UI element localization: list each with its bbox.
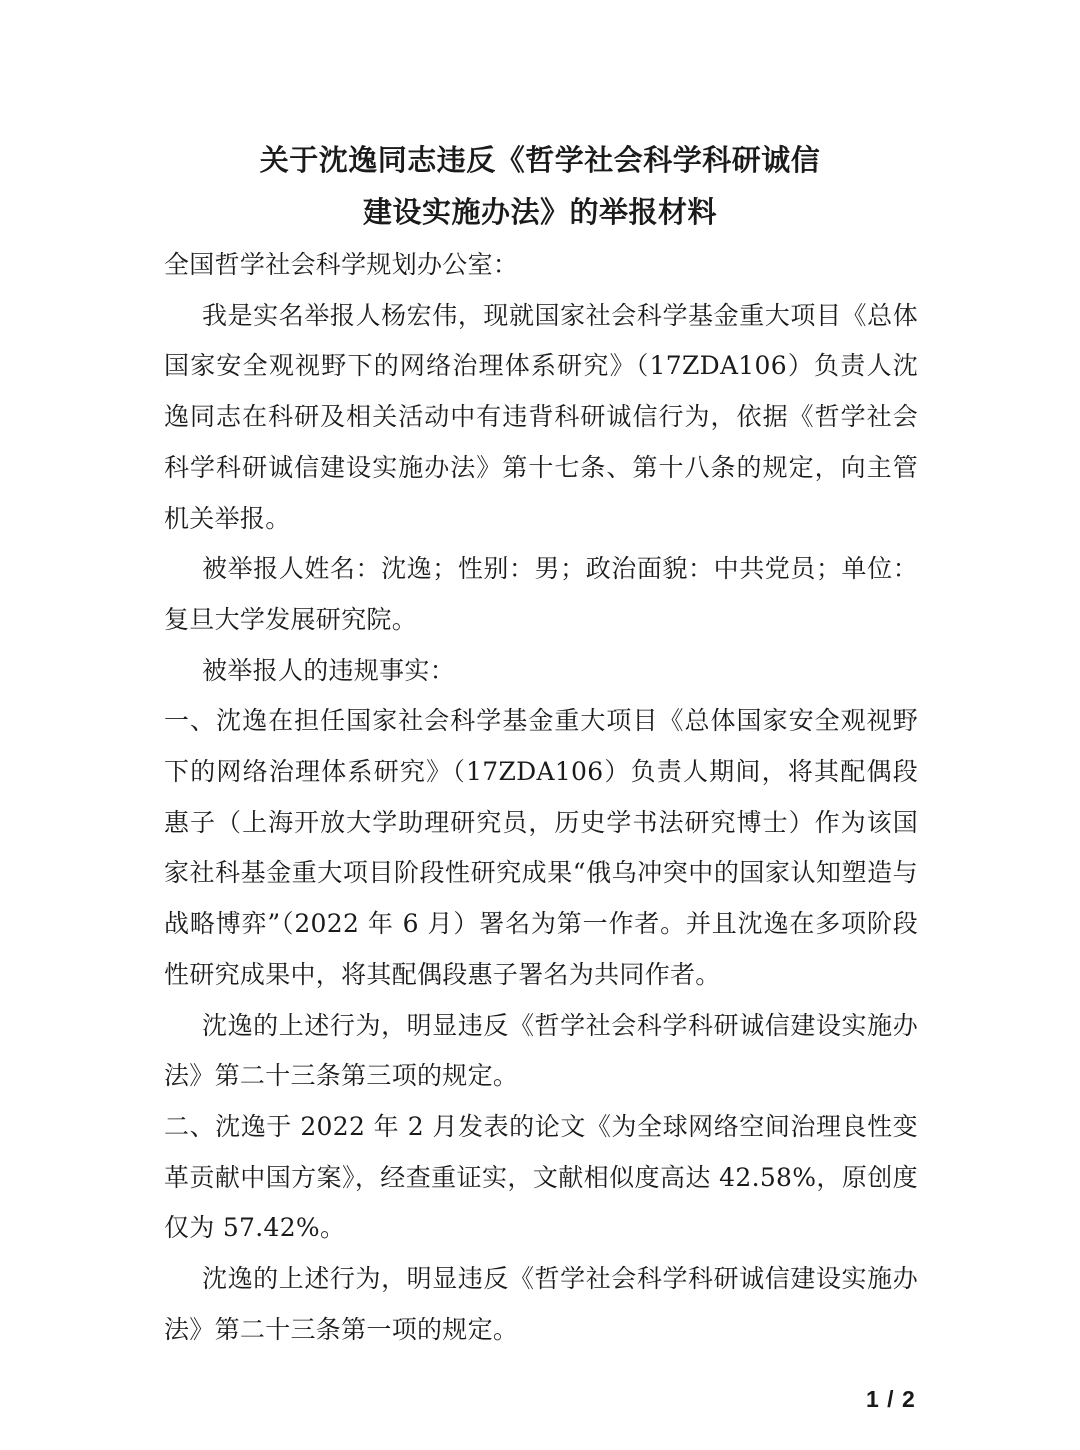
violation-two-paragraph: 二、沈逸于 2022 年 2 月发表的论文《为全球网络空间治理良性变革贡献中国方案》，经查重证实，文献相似度高达 42.58%，原创度仅为 57.42%。 (164, 1111, 918, 1243)
document-title-line-1: 关于沈逸同志违反《哲学社会科学科研诚信 (259, 143, 821, 177)
violation-one-conclusion: 沈逸的上述行为，明显违反《哲学社会科学科研诚信建设实施办法》第二十三条第三项的规定。 (164, 1010, 918, 1091)
violation-one-paragraph: 一、沈逸在担任国家社会科学基金重大项目《总体国家安全观视野下的网络治理体系研究》（17ZDA106）负责人期间，将其配偶段惠子（上海开放大学助理研究员，历史学书法研究博士）作为该国家社科基金重大项目阶段性研究成果“俄乌冲突中的国家认知塑造与战略博弈”（2022 年 6 月）署名为第一作者。并且沈逸在多项阶段性研究成果中，将其配偶段惠子署名为共同作者。 (164, 706, 918, 989)
document-body (164, 240, 918, 1355)
intro-paragraph: 我是实名举报人杨宏伟，现就国家社会科学基金重大项目《总体国家安全观视野下的网络治理体系研究》（17ZDA106）负责人沈逸同志在科研及相关活动中有违背科研诚信行为，依据《哲学社会科学科研诚信建设实施办法》第十七条、第十八条的规定，向主管机关举报。 (164, 300, 918, 533)
salutation: 全国哲学社会科学规划办公室： (164, 250, 519, 279)
violations-heading: 被举报人的违规事实： (202, 655, 456, 685)
violation-two-conclusion: 沈逸的上述行为，明显违反《哲学社会科学科研诚信建设实施办法》第二十三条第一项的规定。 (164, 1264, 918, 1344)
document-title-line-2: 建设实施办法》的举报材料 (362, 195, 717, 229)
respondent-info-paragraph: 被举报人姓名：沈逸；性别：男；政治面貌：中共党员；单位：复旦大学发展研究院。 (164, 554, 918, 634)
page-number: 1 / 2 (866, 1386, 916, 1412)
